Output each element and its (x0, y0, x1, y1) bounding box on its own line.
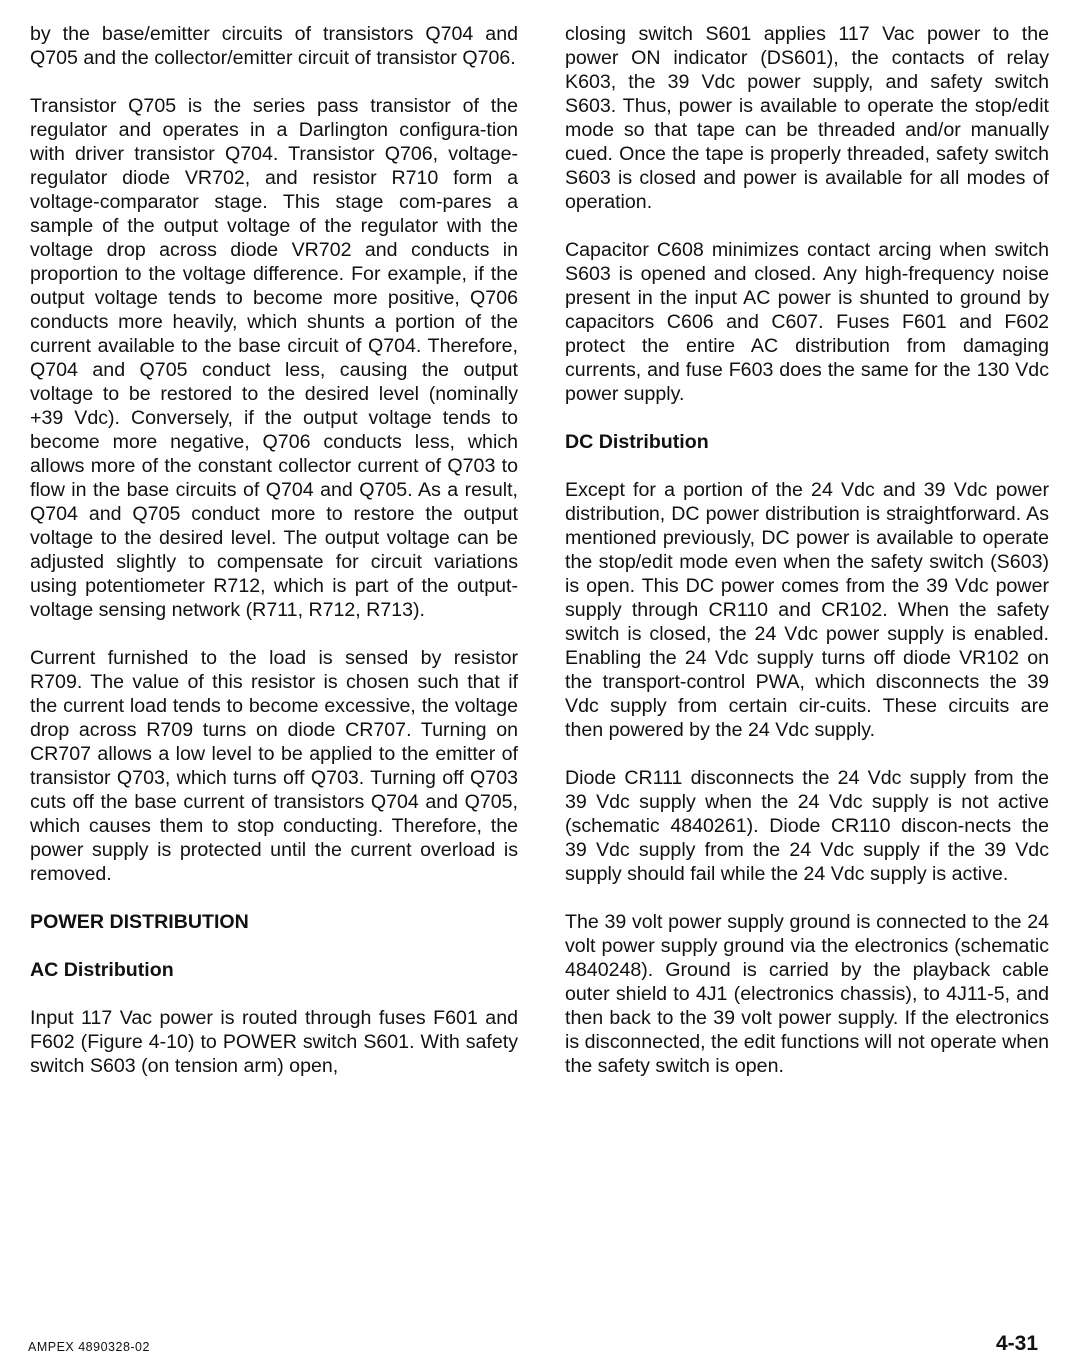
footer-document-id: AMPEX 4890328-02 (28, 1340, 150, 1354)
heading-dc-distribution: DC Distribution (565, 431, 709, 453)
paragraph-closing-switch: closing switch S601 applies 117 Vac power to the power ON indicator (DS601), the contacts of relay K603, the 39 Vdc power supply, and safety switch S603. Thus, power is available to operate the stop/edit mode so that tape can be threaded and/or manually cued. Once the tape is properly threaded, safety switch S603 is closed and power is available for all modes of operation. (565, 23, 1049, 213)
paragraph-diode-cr111: Diode CR111 disconnects the 24 Vdc supply from the 39 Vdc supply when the 24 Vdc supply is not active (schematic 4840261). Diode CR110 discon-nects the 39 Vdc supply from the 24 Vdc supply if the 39 Vdc supply should fail while the 24 Vdc supply is active. (565, 767, 1049, 885)
left-column (30, 22, 518, 1102)
paragraph-series-pass-transistor: Transistor Q705 is the series pass transistor of the regulator and operates in a Darlington configura-tion with driver transistor Q704. Transistor Q706, voltage-regulator diode VR702, and resistor R710 form a voltage-comparator stage. This stage com-pares a sample of the output voltage of the regulator with the voltage drop across diode VR702 and conducts in proportion to the voltage difference. For example, if the output voltage tends to become more positive, Q706 conducts more heavily, which shunts a portion of the current available to the base circuit of Q704. Therefore, Q704 and Q705 conduct less, causing the output voltage to be restored to the desired level (nominally +39 Vdc). Conversely, if the output voltage tends to become more negative, Q706 conducts less, which allows more of the constant collector current of Q703 to flow in the base circuits of Q704 and Q705. As a result, Q704 and Q705 conduct more to restore the output voltage to the desired level. The output voltage can be adjusted slightly to compensate for circuit variations using potentiometer R712, which is part of the output-voltage sensing network (R711, R712, R713). (30, 95, 518, 621)
heading-ac-distribution: AC Distribution (30, 959, 174, 981)
paragraph-ground: The 39 volt power supply ground is connected to the 24 volt power supply ground via the electronics (schematic 4840248). Ground is carried by the playback cable outer shield to 4J1 (electronics chassis), to 4J11-5, and then back to the 39 volt power supply. If the electronics is disconnected, the edit functions will not operate when the safety switch is open. (565, 911, 1049, 1077)
right-column (565, 22, 1049, 1102)
paragraph-base-emitter: by the base/emitter circuits of transistors Q704 and Q705 and the collector/emitter circuit of transistor Q706. (30, 23, 518, 69)
paragraph-current-sensing: Current furnished to the load is sensed by resistor R709. The value of this resistor is chosen such that if the current load tends to become excessive, the voltage drop across R709 turns on diode CR707. Turning on CR707 allows a low level to be applied to the emitter of transistor Q703, which turns off Q703. Turning off Q703 cuts off the base current of transistors Q704 and Q705, which causes them to stop conducting. Therefore, the power supply is protected until the current overload is removed. (30, 647, 518, 885)
paragraph-input-power: Input 117 Vac power is routed through fuses F601 and F602 (Figure 4-10) to POWER switch S601. With safety switch S603 (on tension arm) open, (30, 1007, 518, 1077)
footer-page-number: 4-31 (995, 1332, 1038, 1355)
heading-power-distribution: POWER DISTRIBUTION (30, 911, 249, 933)
paragraph-capacitor-c608: Capacitor C608 minimizes contact arcing when switch S603 is opened and closed. Any high-frequency noise present in the input AC power is shunted to ground by capacitors C606 and C607. Fuses F601 and F602 protect the entire AC distribution from damaging currents, and fuse F603 does the same for the 130 Vdc power supply. (565, 239, 1049, 405)
paragraph-dc-distribution: Except for a portion of the 24 Vdc and 39 Vdc power distribution, DC power distribution is straightforward. As mentioned previously, DC power is available to operate the stop/edit mode even when the safety switch (S603) is open. This DC power comes from the 39 Vdc power supply through CR110 and CR102. When the safety switch is closed, the 24 Vdc power supply is enabled. Enabling the 24 Vdc supply turns off diode VR102 on the transport-control PWA, which disconnects the 39 Vdc supply from certain cir-cuits. These circuits are then powered by the 24 Vdc supply. (565, 479, 1049, 741)
